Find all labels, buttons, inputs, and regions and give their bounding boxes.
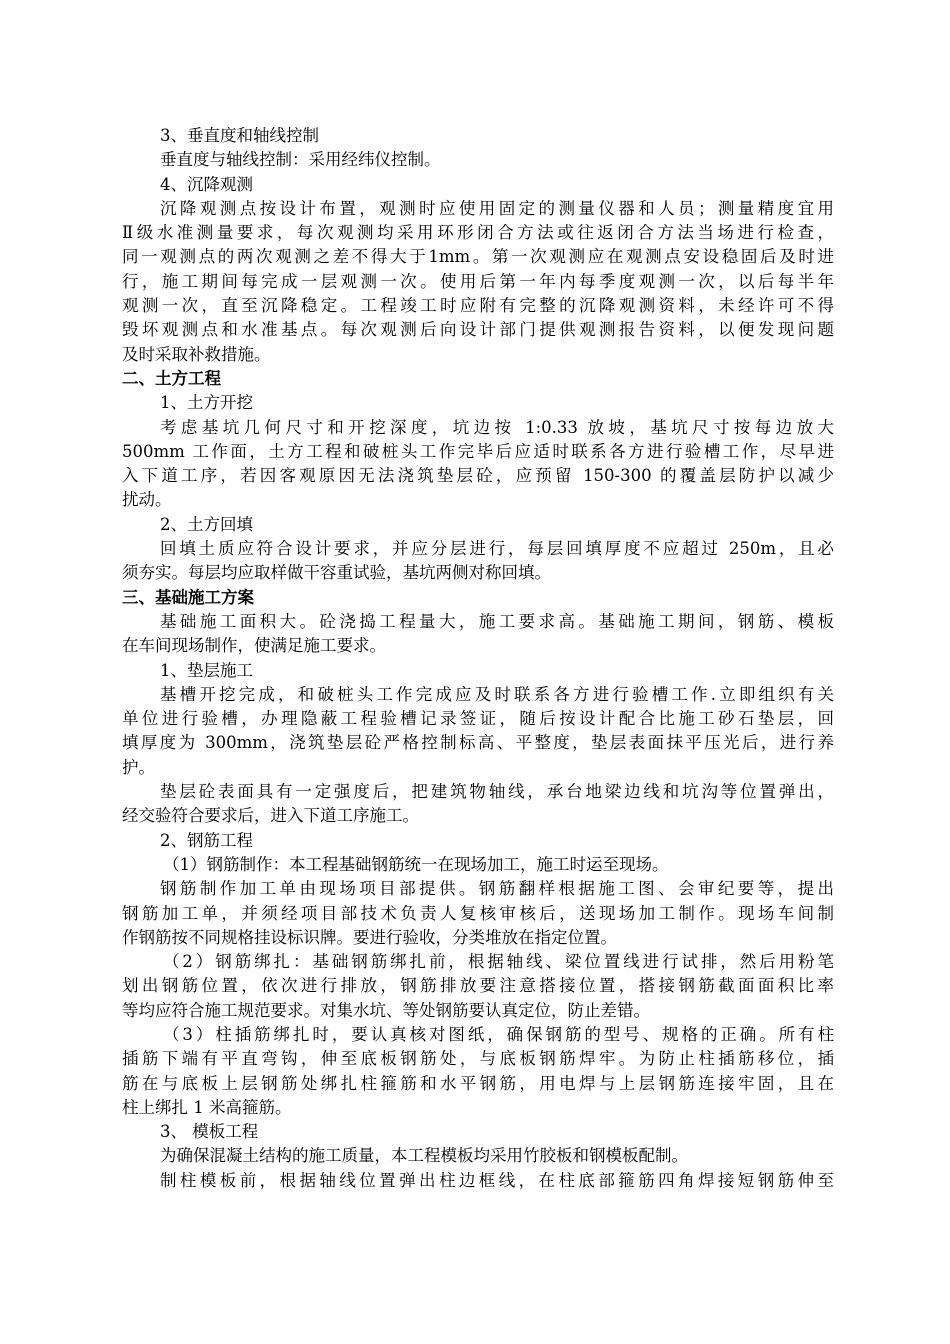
paragraph-line: 作钢筋按不同规格挂设标识牌。要进行验收，分类堆放在指定位置。 bbox=[122, 927, 617, 947]
paragraph-line: 垂直度与轴线控制：采用经纬仪控制。 bbox=[160, 150, 441, 170]
paragraph-line: 制柱模板前，根据轴线位置弹出柱边框线，在柱底部箍筋四角焊接短钢筋伸至 bbox=[160, 1170, 834, 1190]
subsection-heading: 2、土方回填 bbox=[160, 514, 253, 534]
paragraph-line: 护。 bbox=[122, 757, 155, 777]
paragraph-line: （3）柱插筋绑扎时，要认真核对图纸，确保钢筋的型号、规格的正确。所有柱 bbox=[163, 1024, 834, 1044]
subsection-heading: 2、钢筋工程 bbox=[160, 830, 253, 850]
paragraph-line: （1）钢筋制作：本工程基础钢筋统一在现场加工，施工时运至现场。 bbox=[163, 854, 669, 874]
subsection-heading: 1、垫层施工 bbox=[160, 660, 253, 680]
paragraph-line: 基槽开挖完成，和破桩头工作完成应及时联系各方进行验槽工作.立即组织有关 bbox=[160, 684, 834, 704]
subsection-heading: 3、 模板工程 bbox=[160, 1122, 259, 1142]
section-heading: 三、基础施工方案 bbox=[122, 587, 254, 607]
paragraph-line: 填厚度为 300mm，浇筑垫层砼严格控制标高、平整度，垫层表面抹平压光后，进行养 bbox=[122, 733, 834, 753]
paragraph-line: 入下道工序，若因客观原因无法浇筑垫层砼，应预留 150-300 的覆盖层防护以减少 bbox=[122, 466, 834, 486]
subsection-heading: 4、沉降观测 bbox=[160, 174, 253, 194]
paragraph-line: 扰动。 bbox=[122, 490, 172, 510]
paragraph-line: 须夯实。每层均应取样做干容重试验，基坑两侧对称回填。 bbox=[122, 563, 551, 583]
section-heading: 二、土方工程 bbox=[122, 368, 221, 388]
paragraph-line: 柱上绑扎 1 米高箍筋。 bbox=[122, 1097, 292, 1117]
paragraph-line: 筋在与底板上层钢筋处绑扎柱箍筋和水平钢筋，用电焊与上层钢筋连接牢固，且在 bbox=[122, 1073, 834, 1093]
paragraph-line: 行，施工期间每完成一层观测一次。使用后第一年内每季度观测一次，以后每半年 bbox=[122, 271, 834, 291]
document-page bbox=[122, 124, 834, 1193]
paragraph-line: 考虑基坑几何尺寸和开挖深度，坑边按 1:0.33 放坡，基坑尺寸按每边放大 bbox=[160, 417, 834, 437]
paragraph-line: 观测一次，直至沉降稳定。工程竣工时应附有完整的沉降观测资料，未经许可不得 bbox=[122, 296, 834, 316]
paragraph-line: 钢筋加工单，并须经项目部技术负责人复核审核后，送现场加工制作。现场车间制 bbox=[122, 903, 834, 923]
paragraph-line: 单位进行验槽，办理隐蔽工程验槽记录签证，随后按设计配合比施工砂石垫层，回 bbox=[122, 709, 834, 729]
paragraph-line: （2）钢筋绑扎：基础钢筋绑扎前，根据轴线、梁位置线进行试排，然后用粉笔 bbox=[163, 952, 834, 972]
paragraph-line: 500mm 工作面，土方工程和破桩头工作完毕后应适时联系各方进行验槽工作，尽早进 bbox=[122, 441, 834, 461]
paragraph-line: 钢筋制作加工单由现场项目部提供。钢筋翻样根据施工图、会审纪要等，提出 bbox=[160, 879, 834, 899]
paragraph-line: 同一观测点的两次观测之差不得大于1mm。第一次观测应在观测点安设稳固后及时进 bbox=[122, 247, 834, 267]
paragraph-line: 沉降观测点按设计布置，观测时应使用固定的测量仪器和人员；测量精度宜用 bbox=[160, 198, 834, 218]
paragraph-line: 回填土质应符合设计要求，并应分层进行，每层回填厚度不应超过 250m，且必 bbox=[160, 539, 834, 559]
paragraph-line: 划出钢筋位置，依次进行排放，钢筋排放要注意搭接位置，搭接钢筋截面面积比率 bbox=[122, 976, 834, 996]
paragraph-line: Ⅱ级水准测量要求，每次观测均采用环形闭合方法或往返闭合方法当场进行检查， bbox=[122, 223, 834, 243]
paragraph-line: 及时采取补救措施。 bbox=[122, 344, 271, 364]
subsection-heading: 1、土方开挖 bbox=[160, 393, 253, 413]
paragraph-line: 毁坏观测点和水准基点。每次观测后向设计部门提供观测报告资料，以便发现问题 bbox=[122, 320, 834, 340]
paragraph-line: 为确保混凝土结构的施工质量，本工程模板均采用竹胶板和钢模板配制。 bbox=[160, 1146, 688, 1166]
paragraph-line: 插筋下端有平直弯钩，伸至底板钢筋处，与底板钢筋焊牢。为防止柱插筋移位，插 bbox=[122, 1049, 834, 1069]
subsection-heading: 3、垂直度和轴线控制 bbox=[160, 126, 319, 145]
paragraph-line: 在车间现场制作，使满足施工要求。 bbox=[122, 636, 386, 656]
paragraph-line: 垫层砼表面具有一定强度后，把建筑物轴线，承台地梁边线和坑沟等位置弹出， bbox=[160, 782, 834, 802]
paragraph-line: 等均应符合施工规范要求。对集水坑、等处钢筋要认真定位，防止差错。 bbox=[122, 1000, 650, 1020]
paragraph-line: 基础施工面积大。砼浇捣工程量大，施工要求高。基础施工期间，钢筋、模板 bbox=[160, 611, 834, 631]
paragraph-line: 经交验符合要求后，进入下道工序施工。 bbox=[122, 806, 419, 826]
